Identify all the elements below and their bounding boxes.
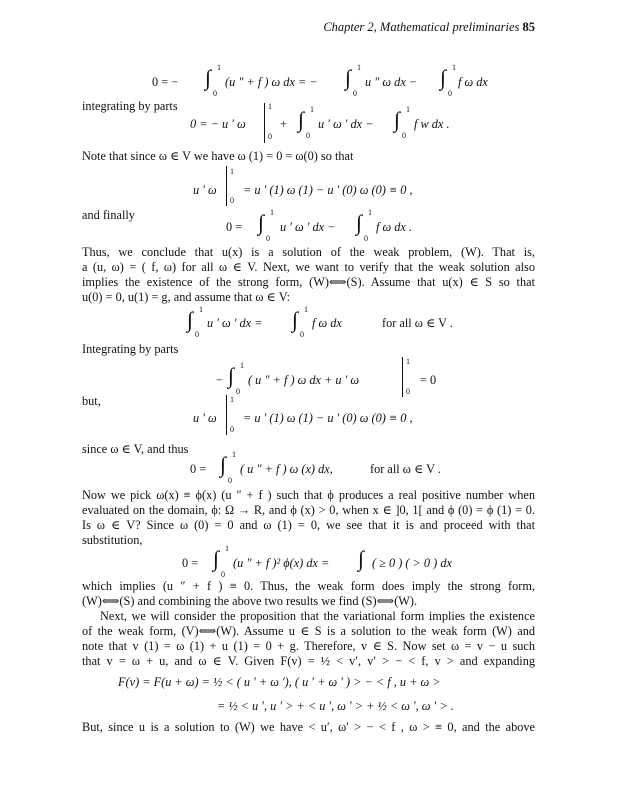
upper-limit: 1: [230, 167, 234, 176]
upper-limit: 1: [217, 63, 221, 72]
lower-limit: 0: [306, 131, 310, 140]
text-line: Now we pick ω(x) ≡ ϕ(x) (u ″ + f ) such that ϕ produces a real positive number when: [82, 488, 535, 502]
evaluation-bar: [264, 103, 265, 143]
eq2-lhs: 0 = − u ′ ω: [190, 117, 246, 131]
lower-limit: 0: [448, 89, 452, 98]
lower-limit: 0: [230, 196, 234, 205]
upper-limit: 1: [225, 544, 229, 553]
eq1-term-2: u ″ ω dx −: [365, 75, 418, 89]
upper-limit: 1: [406, 357, 410, 366]
eq8-term-1: ( u ″ + f ) ω (x) dx,: [240, 462, 333, 476]
equation-11: = ½ < u ′, u ′ > + < u ′, ω ′ > + ½ < ω ′, ω ′ > .: [217, 699, 454, 713]
integral-sign: ∫: [187, 307, 194, 332]
text-line: Thus, we conclude that u(x) is a solution of the weak problem, (W). That is,: [82, 245, 535, 259]
page-number: 85: [522, 20, 535, 34]
text-line: But, since u is a solution to (W) we have < u′, ω′ > − < f , ω > ≡ 0, and the above: [82, 720, 535, 734]
upper-limit: 1: [240, 361, 244, 370]
integral-sign: ∫: [358, 546, 365, 571]
eq8-lhs: 0 =: [190, 462, 207, 476]
eq9-lhs: 0 =: [182, 556, 199, 570]
lower-limit: 0: [228, 476, 232, 485]
text-line: Next, we will consider the proposition that the variational form implies the existence: [100, 609, 535, 623]
eq8-term-2: for all ω ∈ V .: [370, 462, 441, 476]
running-title: Chapter 2, Mathematical preliminaries: [323, 20, 520, 34]
integral-sign: ∫: [220, 452, 227, 477]
lower-limit: 0: [353, 89, 357, 98]
integral-sign: ∫: [258, 210, 265, 235]
eq4-term-2: f ω dx .: [376, 220, 413, 234]
eq2-term-2: u ′ ω ′ dx −: [318, 117, 374, 131]
eq7-rhs: = u ′ (1) ω (1) − u ′ (0) ω (0) ≡ 0 ,: [243, 411, 413, 425]
eq2-term-3: f w dx .: [414, 117, 450, 131]
lower-limit: 0: [406, 387, 410, 396]
integral-sign: ∫: [292, 307, 299, 332]
text-line: Is ω ∈ V? Since ω (0) = 0 and ω (1) = 0, we see that it is and proceed with that: [82, 518, 535, 532]
eq5-term-2: f ω dx: [312, 316, 342, 330]
evaluation-bar: [226, 395, 227, 435]
eq4-lhs: 0 =: [226, 220, 243, 234]
eq5-term-3: for all ω ∈ V .: [382, 316, 453, 330]
text-line: (W)⟺(S) and combining the above two results we find (S)⟺(W).: [82, 594, 418, 608]
text-line: note that v (1) = ω (1) + u (1) = 0 + g. Therefore, v ∈ S. Now set ω = v − u such: [82, 639, 535, 653]
lower-limit: 0: [230, 425, 234, 434]
upper-limit: 1: [230, 395, 234, 404]
lower-limit: 0: [236, 387, 240, 396]
text-line: evaluated on the domain, ϕ: Ω → R, and ϕ (x) > 0, when x ∈ ]0, 1[ and ϕ (0) = ϕ (1) = 0.: [82, 503, 535, 517]
upper-limit: 1: [199, 305, 203, 314]
integral-sign: ∫: [213, 546, 220, 571]
eq1-left: 0 = −: [152, 75, 179, 89]
lower-limit: 0: [268, 132, 272, 141]
eq9-term-1: (u ″ + f )² ϕ(x) dx =: [233, 556, 330, 570]
integral-sign: ∫: [345, 65, 352, 90]
eq6-rhs: = 0: [420, 373, 437, 387]
evaluation-bar: [402, 357, 403, 397]
text-line: of the weak form, (V)⟺(W). Assume u ∈ S is a solution to the weak form (W) and: [82, 624, 535, 638]
text-line: Integrating by parts: [82, 342, 179, 356]
text-line: Note that since ω ∈ V we have ω (1) = 0 = ω(0) so that: [82, 149, 354, 163]
upper-limit: 1: [368, 208, 372, 217]
integral-sign: ∫: [440, 65, 447, 90]
lower-limit: 0: [266, 234, 270, 243]
eq1-term-3: f ω dx: [458, 75, 488, 89]
text-line: that v = ω + u, and ω ∈ V. Given F(v) = ½ < v′, v′ > − < f, v > and expanding: [82, 654, 535, 668]
eq3-lhs: u ′ ω: [193, 183, 217, 197]
eq2-plus: +: [280, 117, 287, 131]
integral-sign: ∫: [228, 363, 235, 388]
eq1-term-1: (u ″ + f ) ω dx = −: [225, 75, 318, 89]
eq7-lhs: u ′ ω: [193, 411, 217, 425]
lower-limit: 0: [300, 330, 304, 339]
upper-limit: 1: [232, 450, 236, 459]
lower-limit: 0: [213, 89, 217, 98]
running-header: [323, 20, 535, 35]
equation-10: F(v) = F(u + ω) = ½ < ( u ′ + ω ′), ( u ′ + ω ′ ) > − < f , u + ω >: [118, 675, 441, 689]
text-line: since ω ∈ V, and thus: [82, 442, 189, 456]
lower-limit: 0: [402, 131, 406, 140]
text-line: which implies (u ″ + f ) ≡ 0. Thus, the weak form does imply the strong form,: [82, 579, 535, 593]
upper-limit: 1: [310, 105, 314, 114]
eq9-term-2: ( ≥ 0 ) ( > 0 ) dx: [372, 556, 452, 570]
integral-sign: ∫: [298, 107, 305, 132]
integral-sign: ∫: [356, 210, 363, 235]
lower-limit: 0: [221, 570, 225, 579]
text-line: integrating by parts: [82, 99, 178, 113]
text-line: a (u, ω) = ( f, ω) for all ω ∈ V. Next, we want to verify that the weak solution also: [82, 260, 535, 274]
lower-limit: 0: [195, 330, 199, 339]
integral-sign: ∫: [394, 107, 401, 132]
eq3-rhs: = u ′ (1) ω (1) − u ′ (0) ω (0) ≡ 0 ,: [243, 183, 413, 197]
upper-limit: 1: [304, 305, 308, 314]
text-line: implies the existence of the strong form, (W)⟺(S). Assume that u(x) ∈ S so that: [82, 275, 535, 289]
eq4-term-1: u ′ ω ′ dx −: [280, 220, 336, 234]
lower-limit: 0: [364, 234, 368, 243]
upper-limit: 1: [452, 63, 456, 72]
text-line: but,: [82, 394, 101, 408]
upper-limit: 1: [268, 102, 272, 111]
eq6-term-1: ( u ″ + f ) ω dx + u ′ ω: [248, 373, 360, 387]
upper-limit: 1: [406, 105, 410, 114]
upper-limit: 1: [270, 208, 274, 217]
text-line: u(0) = 0, u(1) = g, and assume that ω ∈ V:: [82, 290, 291, 304]
eq6-lhs: −: [216, 373, 223, 387]
upper-limit: 1: [357, 63, 361, 72]
integral-sign: ∫: [205, 65, 212, 90]
text-line: substitution,: [82, 533, 143, 547]
text-line: and finally: [82, 208, 135, 222]
evaluation-bar: [226, 166, 227, 206]
eq5-term-1: u ′ ω ′ dx =: [207, 316, 263, 330]
